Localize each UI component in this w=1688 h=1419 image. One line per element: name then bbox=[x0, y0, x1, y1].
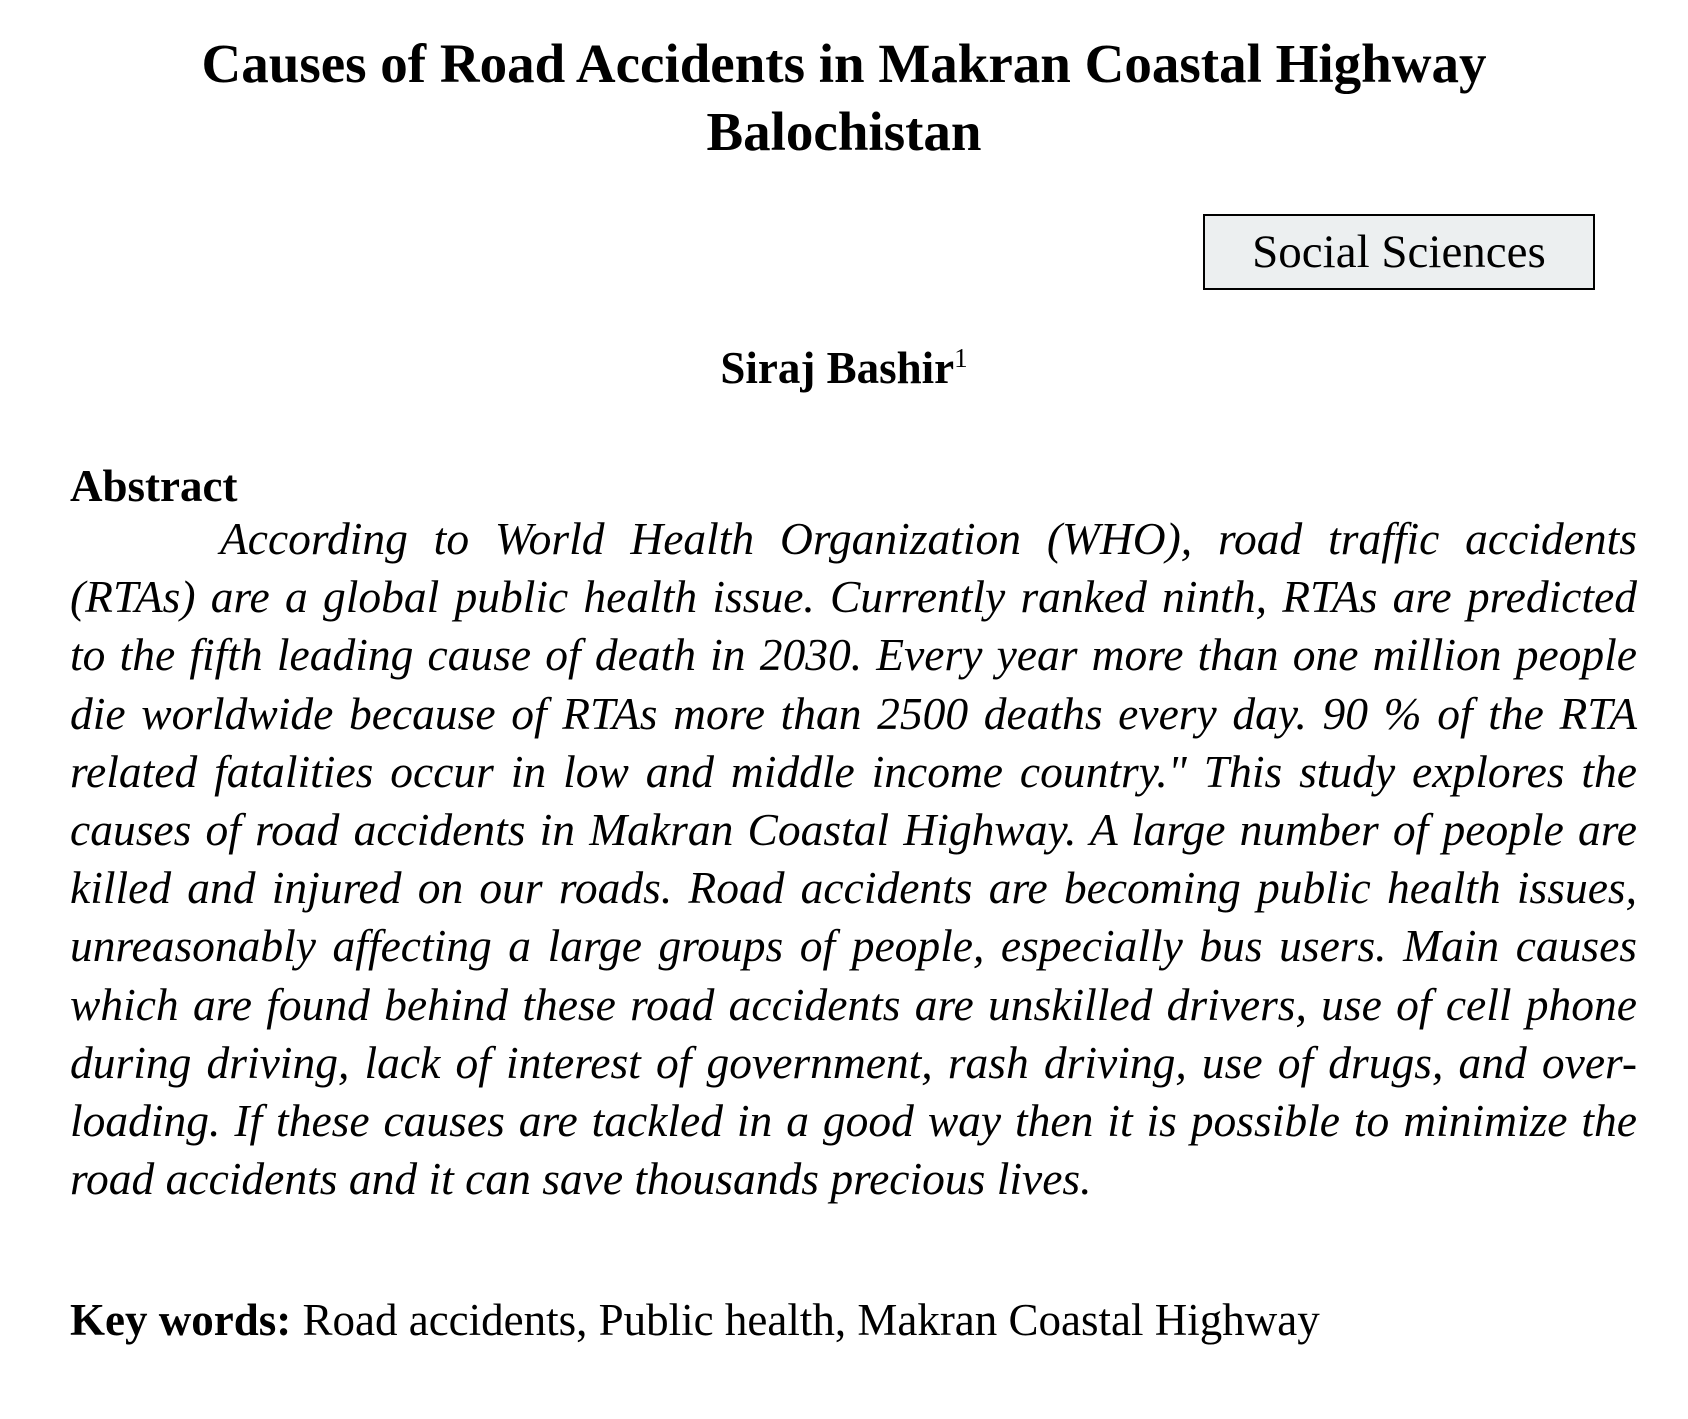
keywords-value: Road accidents, Public health, Makran Coastal Highway bbox=[302, 1295, 1320, 1345]
author-affiliation-mark: 1 bbox=[954, 343, 968, 373]
subject-label: Social Sciences bbox=[1252, 226, 1546, 278]
keywords-line bbox=[70, 1290, 1320, 1350]
author-name: Siraj Bashir bbox=[720, 343, 955, 393]
subject-label-box bbox=[1203, 214, 1595, 290]
paper-title-line-2: Balochistan bbox=[706, 101, 982, 162]
paper-title bbox=[0, 30, 1688, 166]
keywords-label: Key words: bbox=[70, 1295, 292, 1345]
abstract-heading: Abstract bbox=[70, 461, 238, 511]
paper-title-line-1: Causes of Road Accidents in Makran Coastal Highway bbox=[201, 33, 1487, 94]
author-line bbox=[0, 338, 1688, 398]
abstract-text: According to World Health Organization (WHO), road traffic accidents (RTAs) are a global public health issue. Currently ranked ninth, RTAs are predicted to the fifth leading cause of death in 2030. Every year more than one million people die worldwide because of RTAs more than 2500 deaths every day. 90 % of the RTA related fatalities occur in low and middle income country." This study explores the causes of road accidents in Makran Coastal Highway. A large number of people are killed and injured on our roads. Road accidents are becoming public health issues, unreasonably affecting a large groups of people, especially bus users. Main causes which are found behind these road accidents are unskilled drivers, use of cell phone during driving, lack of interest of government, rash driving, use of drugs, and over-loading. If these causes are tackled in a good way then it is possible to minimize the road accidents and it can save thousands precious lives. bbox=[70, 513, 1637, 1205]
